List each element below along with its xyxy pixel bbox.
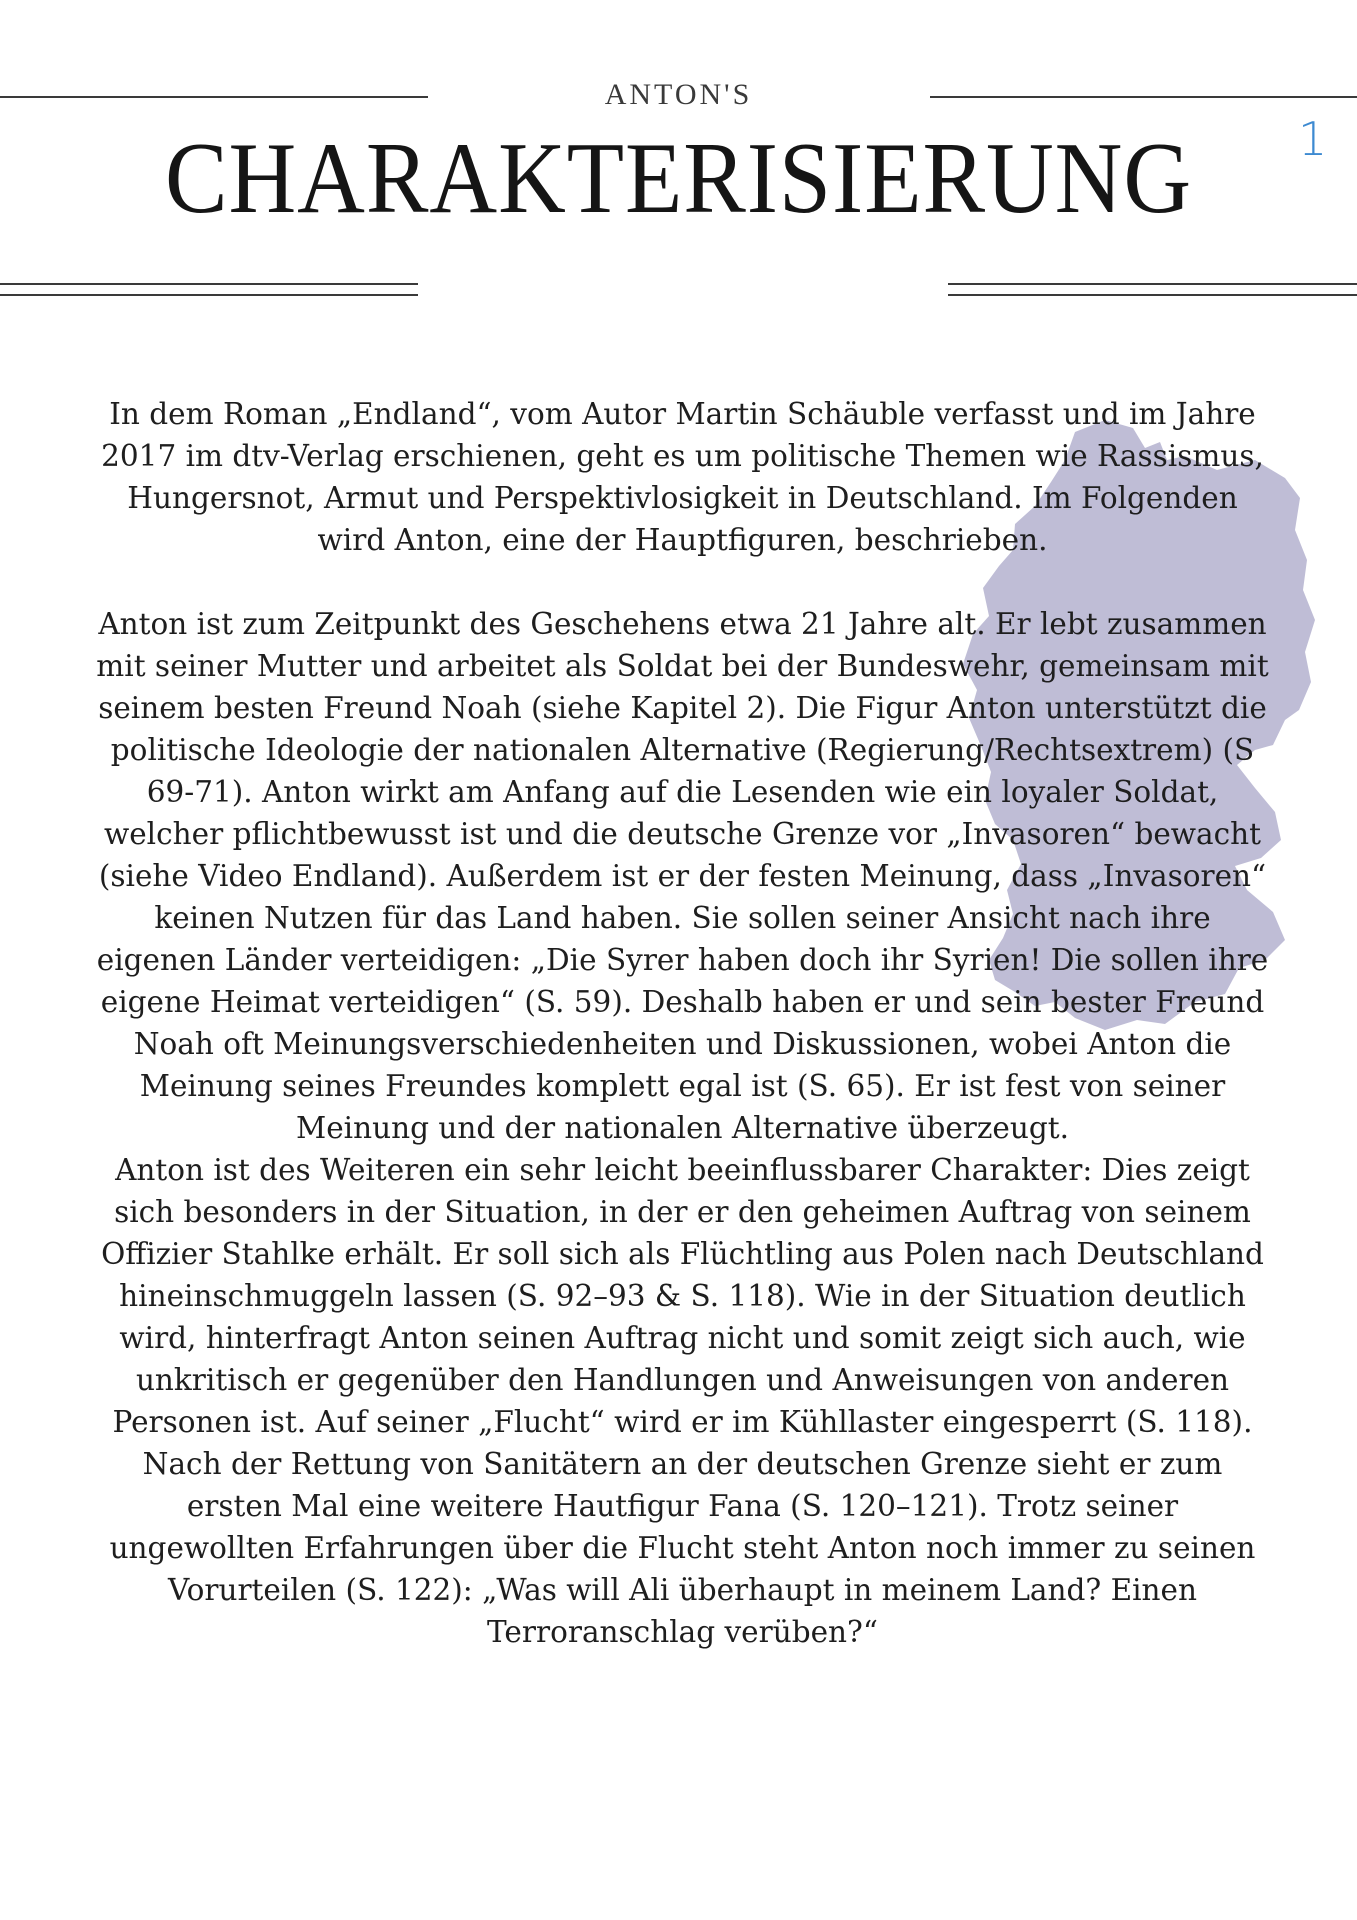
header-rule-bottom-left-1 bbox=[0, 283, 418, 285]
header-rule-bottom-right-1 bbox=[948, 283, 1357, 285]
paragraph-intro: In dem Roman „Endland“, vom Autor Martin Schäuble verfasst und im Jahre 2017 im dtv-Verlag erschienen, geht es um politische Themen wie Rassismus, Hungersnot, Armut und Perspektivlosigkeit in Deutschland. Im Folgenden wird Anton, eine der Hauptfiguren, beschrieben. bbox=[101, 397, 1264, 557]
page-number: 1 bbox=[1298, 112, 1328, 166]
header-kicker: ANTON'S bbox=[604, 78, 753, 111]
header-rule-bottom-right-2 bbox=[948, 294, 1357, 296]
paragraph-character-intro: Anton ist zum Zeitpunkt des Geschehens etwa 21 Jahre alt. Er lebt zusammen mit seiner Mutter und arbeitet als Soldat bei der Bundeswehr, gemeinsam mit seinem besten Freund Noah (siehe Kapitel 2). Die Figur Anton unterstützt die politische Ideologie der nationalen Alternative (Regierung/Rechtsextrem) (S 69-71). Anton wirkt am Anfang auf die Lesenden wie ein loyaler Soldat, welcher pflichtbewusst ist und die deutsche Grenze vor „Invasoren“ bewacht (siehe Video Endland). Außerdem ist er der festen Meinung, dass „Invasoren“ keinen Nutzen für das Land haben. Sie sollen seiner Ansicht nach ihre eigenen Länder verteidigen: „Die Syrer haben doch ihr Syrien! Die sollen ihre eigene Heimat verteidigen“ (S. 59). Deshalb haben er und sein bester Freund Noah oft Meinungsverschiedenheiten und Diskussionen, wobei Anton die Meinung seines Freundes komplett egal ist (S. 65). Er ist fest von seiner Meinung und der nationalen Alternative überzeugt. bbox=[96, 607, 1269, 1145]
essay-body bbox=[95, 393, 1270, 1653]
page-title: CHARAKTERISIERUNG bbox=[164, 122, 1193, 235]
paragraph-influence: Anton ist des Weiteren ein sehr leicht beeinflussbarer Charakter: Dies zeigt sich besonders in der Situation, in der er den geheimen Auftrag von seinem Offizier Stahlke erhält. Er soll sich als Flüchtling aus Polen nach Deutschland hineinschmuggeln lassen (S. 92–93 & S. 118). Wie in der Situation deutlich wird, hinterfragt Anton seinen Auftrag nicht und somit zeigt sich auch, wie unkritisch er gegenüber den Handlungen und Anweisungen von anderen Personen ist. Auf seiner „Flucht“ wird er im Kühllaster eingesperrt (S. 118). Nach der Rettung von Sanitätern an der deutschen Grenze sieht er zum ersten Mal eine weitere Hautfigur Fana (S. 120–121). Trotz seiner ungewollten Erfahrungen über die Flucht steht Anton noch immer zu seinen Vorurteilen (S. 122): „Was will Ali überhaupt in meinem Land? Einen Terroranschlag verüben?“ bbox=[101, 1153, 1264, 1649]
header-rule-bottom-left-2 bbox=[0, 294, 418, 296]
